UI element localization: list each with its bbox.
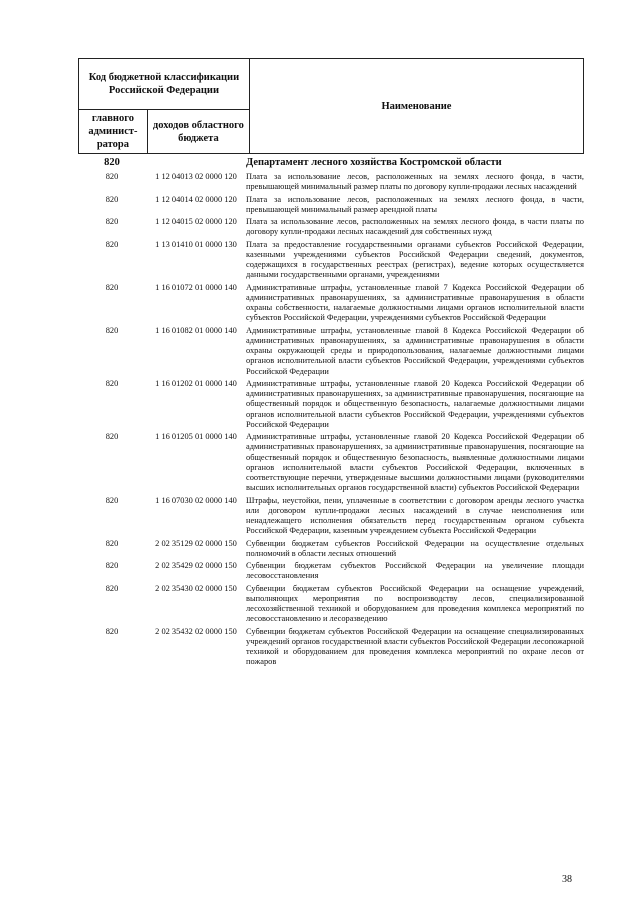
income-name: Плата за использование лесов, расположенных на землях лесного фонда, в части, превышающей минимальный размер платы по договору купли-продажи лесных насаждений [246, 172, 584, 192]
table-row [78, 496, 584, 537]
admin-code: 820 [105, 239, 119, 249]
income-name: Плата за предоставление государственными органами субъектов Российской Федерации, казенными учреждениями субъектов Российской Федерации сведений, документов, содержащихся в государственных реестрах (регистрах), ведение которых осуществляется данными государственными органами, учреждениями [246, 239, 584, 280]
admin-code: 820 [105, 217, 119, 226]
income-code: 2 02 35129 02 0000 150 [155, 538, 237, 548]
table-row [78, 195, 584, 216]
table-rows [78, 172, 584, 668]
table-row [78, 584, 584, 625]
income-code: 1 16 01072 01 0000 140 [155, 282, 237, 292]
admin-code: 820 [105, 561, 119, 570]
table-body [78, 156, 584, 670]
income-code: 2 02 35430 02 0000 150 [155, 583, 237, 593]
table-row [78, 627, 584, 668]
income-column-header: доходов областного бюджета [147, 110, 249, 154]
income-name: Плата за использование лесов, расположенных на землях лесного фонда, в части платы по договору купли-продажи лесных насаждений для собственных нужд [246, 217, 584, 237]
admin-code: 820 [105, 194, 119, 204]
income-code: 2 02 35429 02 0000 150 [155, 561, 237, 570]
income-name: Плата за использование лесов, расположенных на землях лесного фонда, в части, превышающей минимальный размер арендной платы [246, 194, 584, 214]
income-name: Административные штрафы, установленные главой 8 Кодекса Российской Федерации об административных правонарушениях, за административные правонарушения в области охраны окружающей среды и природопользования, налагаемые должностными лицами органов исполнительной власти субъектов Российской Федерации, учреждениями субъектов Российской Федерации [246, 325, 584, 376]
income-name: Субвенции бюджетам субъектов Российской Федерации на осуществление отдельных полномочий в области лесных отношений [246, 538, 584, 558]
income-code: 1 12 04015 02 0000 120 [155, 217, 237, 226]
table-row [78, 561, 584, 582]
table-row [78, 172, 584, 193]
admin-column-header: главного админист-ратора [79, 110, 148, 154]
admin-code: 820 [105, 325, 119, 335]
admin-code: 820 [105, 538, 119, 548]
income-name: Административные штрафы, установленные главой 20 Кодекса Российской Федерации об административных правонарушениях, за административные правонарушения, посягающие на общественный порядок и общественную безопасность, налагаемые должностными лицами органов исполнительной власти субъектов Российской Федерации, учреждениями субъектов Российской Федерации [246, 378, 584, 429]
table-row [78, 326, 584, 377]
budget-classification-header: Код бюджетной классификации Российской Федерации [79, 59, 250, 110]
admin-code: 820 [105, 626, 119, 636]
table-row [78, 217, 584, 238]
admin-code: 820 [105, 432, 119, 441]
income-name: Субвенции бюджетам субъектов Российской Федерации на оснащение специализированных учреждений органов государственной власти субъектов Российской Федерации лесопожарной техникой и оборудованием для проведения комплекса мероприятий по охране лесов от пожаров [246, 626, 584, 667]
income-code: 2 02 35432 02 0000 150 [155, 626, 237, 636]
table-row [78, 432, 584, 494]
income-code: 1 16 01205 01 0000 140 [155, 432, 237, 441]
admin-code: 820 [105, 282, 119, 292]
income-code: 1 16 07030 02 0000 140 [155, 495, 237, 505]
department-code: 820 [104, 157, 120, 168]
department-row [78, 156, 584, 170]
income-name: Субвенции бюджетам субъектов Российской Федерации на увеличение площади лесовосстановления [246, 561, 584, 581]
table-row [78, 283, 584, 324]
page-number: 38 [562, 874, 572, 885]
income-code: 1 12 04014 02 0000 120 [155, 194, 237, 204]
income-name: Субвенции бюджетам субъектов Российской Федерации на оснащение учреждений, выполняющих мероприятия по воспроизводству лесов, специализированной лесохозяйственной техникой и оборудованием для проведения комплекса мероприятий по лесовосстановлению и лесоразведению [246, 583, 584, 624]
table-row [78, 539, 584, 560]
income-code: 1 12 04013 02 0000 120 [155, 172, 237, 181]
admin-code: 820 [105, 495, 119, 505]
admin-code: 820 [105, 583, 119, 593]
name-column-header: Наименование [249, 59, 583, 154]
income-code: 1 13 01410 01 0000 130 [155, 239, 237, 249]
admin-code: 820 [105, 378, 119, 388]
income-name: Административные штрафы, установленные главой 7 Кодекса Российской Федерации об административных правонарушениях, за административные правонарушения в области охраны собственности, налагаемые должностными лицами органов исполнительной власти субъектов Российской Федерации, учреждениями субъектов Российской Федерации [246, 282, 584, 323]
department-name: Департамент лесного хозяйства Костромской области [246, 157, 502, 168]
income-name: Административные штрафы, установленные главой 20 Кодекса Российской Федерации об административных правонарушениях, за административные правонарушения, посягающие на общественный порядок и общественную безопасность, выявленные должностными лицами органов исполнительной власти субъектов Российской Федерации, включенных в соответствующие перечни, утвержденные высшими должностными лицами (руководителями высших исполнительных органов государственной власти) субъектов Российской Федерации [246, 432, 584, 493]
income-name: Штрафы, неустойки, пени, уплаченные в соответствии с договором аренды лесного участка или договором купли-продажи лесных насаждений в случае неисполнения или ненадлежащего исполнения обязательств перед государственным органом субъекта Российской Федерации, казенным учреждением субъекта Российской Федерации [246, 495, 584, 536]
admin-code: 820 [105, 172, 119, 181]
table-row [78, 379, 584, 430]
table-row [78, 240, 584, 281]
income-code: 1 16 01082 01 0000 140 [155, 325, 237, 335]
table-header [78, 58, 584, 154]
income-code: 1 16 01202 01 0000 140 [155, 378, 237, 388]
